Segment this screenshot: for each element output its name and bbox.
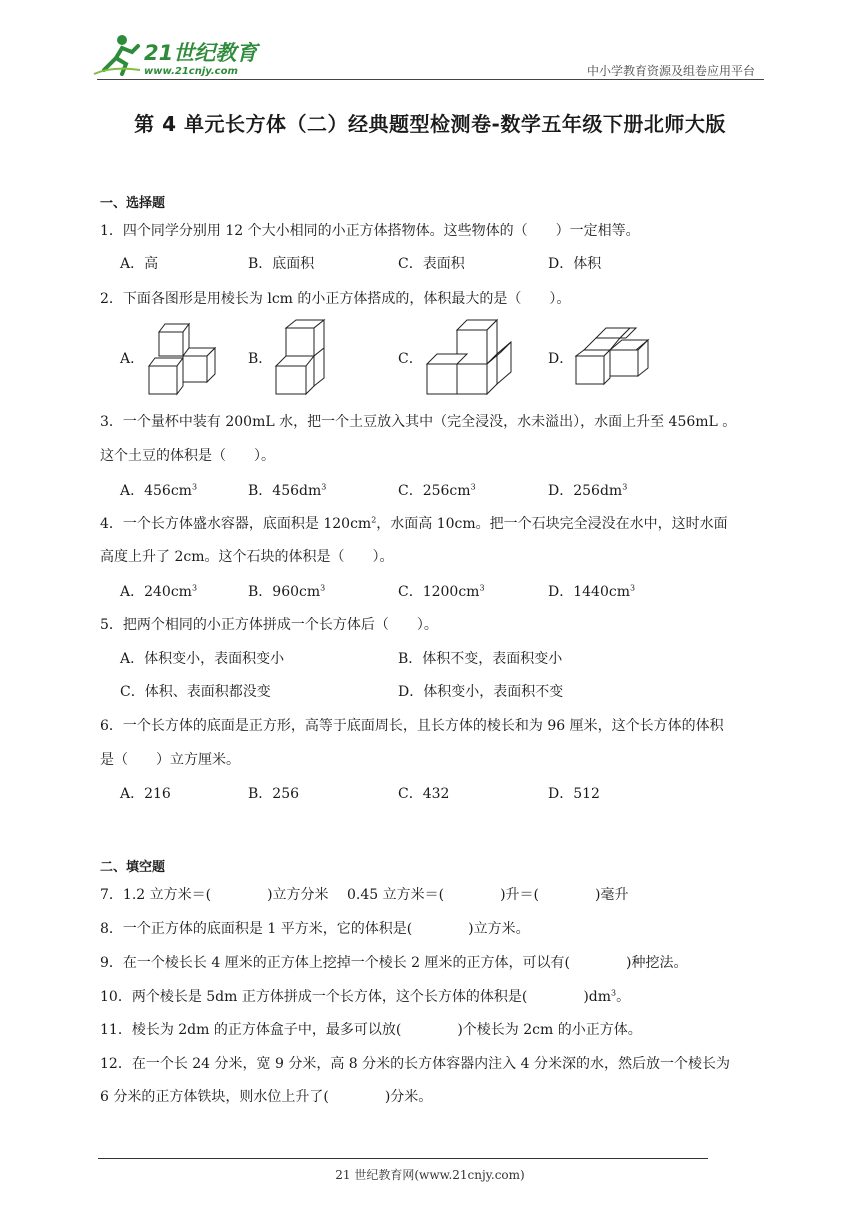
q4-option-d: D．$1440cm^3$ [548, 583, 636, 600]
q1-option-b: B．底面积 [248, 256, 315, 272]
question-8: 8．一个正方体的底面积是 1 平方米，它的体积是( )立方米。 [100, 921, 530, 937]
question-5: 5．把两个相同的小正方体拼成一个长方体后（ ）。 [100, 617, 438, 633]
header-divider [97, 79, 764, 80]
question-3-line1: 3．一个量杯中装有 200mL 水，把一个土豆放入其中（完全浸没，水未溢出），水面上升至 456mL 。 [100, 414, 737, 430]
question-6-line2: 是（ ）立方厘米。 [100, 752, 240, 768]
q2-option-b: B． [248, 351, 273, 367]
question-4-line1: 4．一个长方体盛水容器，底面积是 $120cm^2$，水面高 10cm。把一个石块完全浸没在水中，这时水面 [100, 515, 728, 532]
q5-option-c: C．体积、表面积都没变 [120, 684, 271, 700]
q3-option-d: D．$256dm^3$ [548, 482, 628, 499]
q3-option-a: A．$456cm^3$ [120, 482, 198, 499]
footer-text: 21 世纪教育网(www.21cnjy.com) [335, 1168, 525, 1182]
q6-option-d: D．512 [548, 786, 600, 802]
question-11: 11．棱长为 2dm 的正方体盒子中，最多可以放( )个棱长为 2cm 的小正方体。 [100, 1022, 642, 1038]
q6-option-c: C．432 [398, 786, 450, 802]
q4-option-c: C．$1200cm^3$ [398, 583, 485, 600]
q1-option-c: C．表面积 [398, 256, 465, 272]
logo-url: www.21cnjy.com [144, 66, 238, 77]
section-fill-blank: 二、填空题 [100, 860, 166, 875]
q2-figure-b [272, 318, 332, 402]
q1-option-a: A．高 [120, 256, 159, 272]
question-9: 9．在一个棱长长 4 厘米的正方体上挖掉一个棱长 2 厘米的正方体，可以有( )种挖法。 [100, 955, 688, 971]
q2-figure-d [574, 322, 654, 396]
q4-option-a: A．$240cm^3$ [120, 583, 198, 600]
page-title: 第 4 单元长方体（二）经典题型检测卷-数学五年级下册北师大版 [134, 112, 726, 136]
section-choice: 一、选择题 [100, 196, 166, 211]
question-10: 10．两个棱长是 5dm 正方体拼成一个长方体，这个长方体的体积是( )$dm^3$。 [100, 988, 631, 1005]
question-6-line1: 6．一个长方体的底面是正方形，高等于底面周长，且长方体的棱长和为 96 厘米，这个长方体的体积 [100, 718, 724, 734]
q2-figure-a [145, 318, 225, 402]
q3-option-c: C．$256cm^3$ [398, 482, 476, 499]
logo-text: 21世纪教育 [144, 41, 258, 65]
site-logo [92, 30, 262, 82]
q2-option-c: C． [398, 351, 423, 367]
question-2: 2．下面各图形是用棱长为 lcm 的小正方体搭成的，体积最大的是（ ）。 [100, 291, 571, 307]
question-12-line2: 6 分米的正方体铁块，则水位上升了( )分米。 [100, 1089, 433, 1105]
q2-option-d: D． [548, 351, 574, 367]
question-1: 1．四个同学分别用 12 个大小相同的小正方体搭物体。这些物体的（ ）一定相等。 [100, 223, 640, 239]
q1-option-d: D．体积 [548, 256, 602, 272]
q5-option-a: A．体积变小，表面积变小 [120, 651, 285, 667]
q2-figure-c [425, 318, 520, 402]
footer-divider [98, 1158, 708, 1159]
q3-option-b: B．$456dm^3$ [248, 482, 327, 499]
q6-option-b: B．256 [248, 786, 300, 802]
question-3-line2: 这个土豆的体积是（ ）。 [100, 448, 275, 464]
question-12-line1: 12．在一个长 24 分米，宽 9 分米，高 8 分米的长方体容器内注入 4 分米深的水，然后放一个棱长为 [100, 1056, 730, 1072]
question-4-line2: 高度上升了 2cm。这个石块的体积是（ ）。 [100, 549, 394, 565]
header-platform-text: 中小学教育资源及组卷应用平台 [586, 64, 755, 78]
q5-option-b: B．体积不变，表面积变小 [398, 651, 563, 667]
q6-option-a: A．216 [120, 786, 171, 802]
question-7: 7．1.2 立方米＝( )立方分米 0.45 立方米＝( )升＝( )毫升 [100, 887, 629, 903]
q4-option-b: B．$960cm^3$ [248, 583, 326, 600]
q5-option-d: D．体积变小，表面积不变 [398, 684, 564, 700]
q2-option-a: A． [120, 351, 145, 367]
